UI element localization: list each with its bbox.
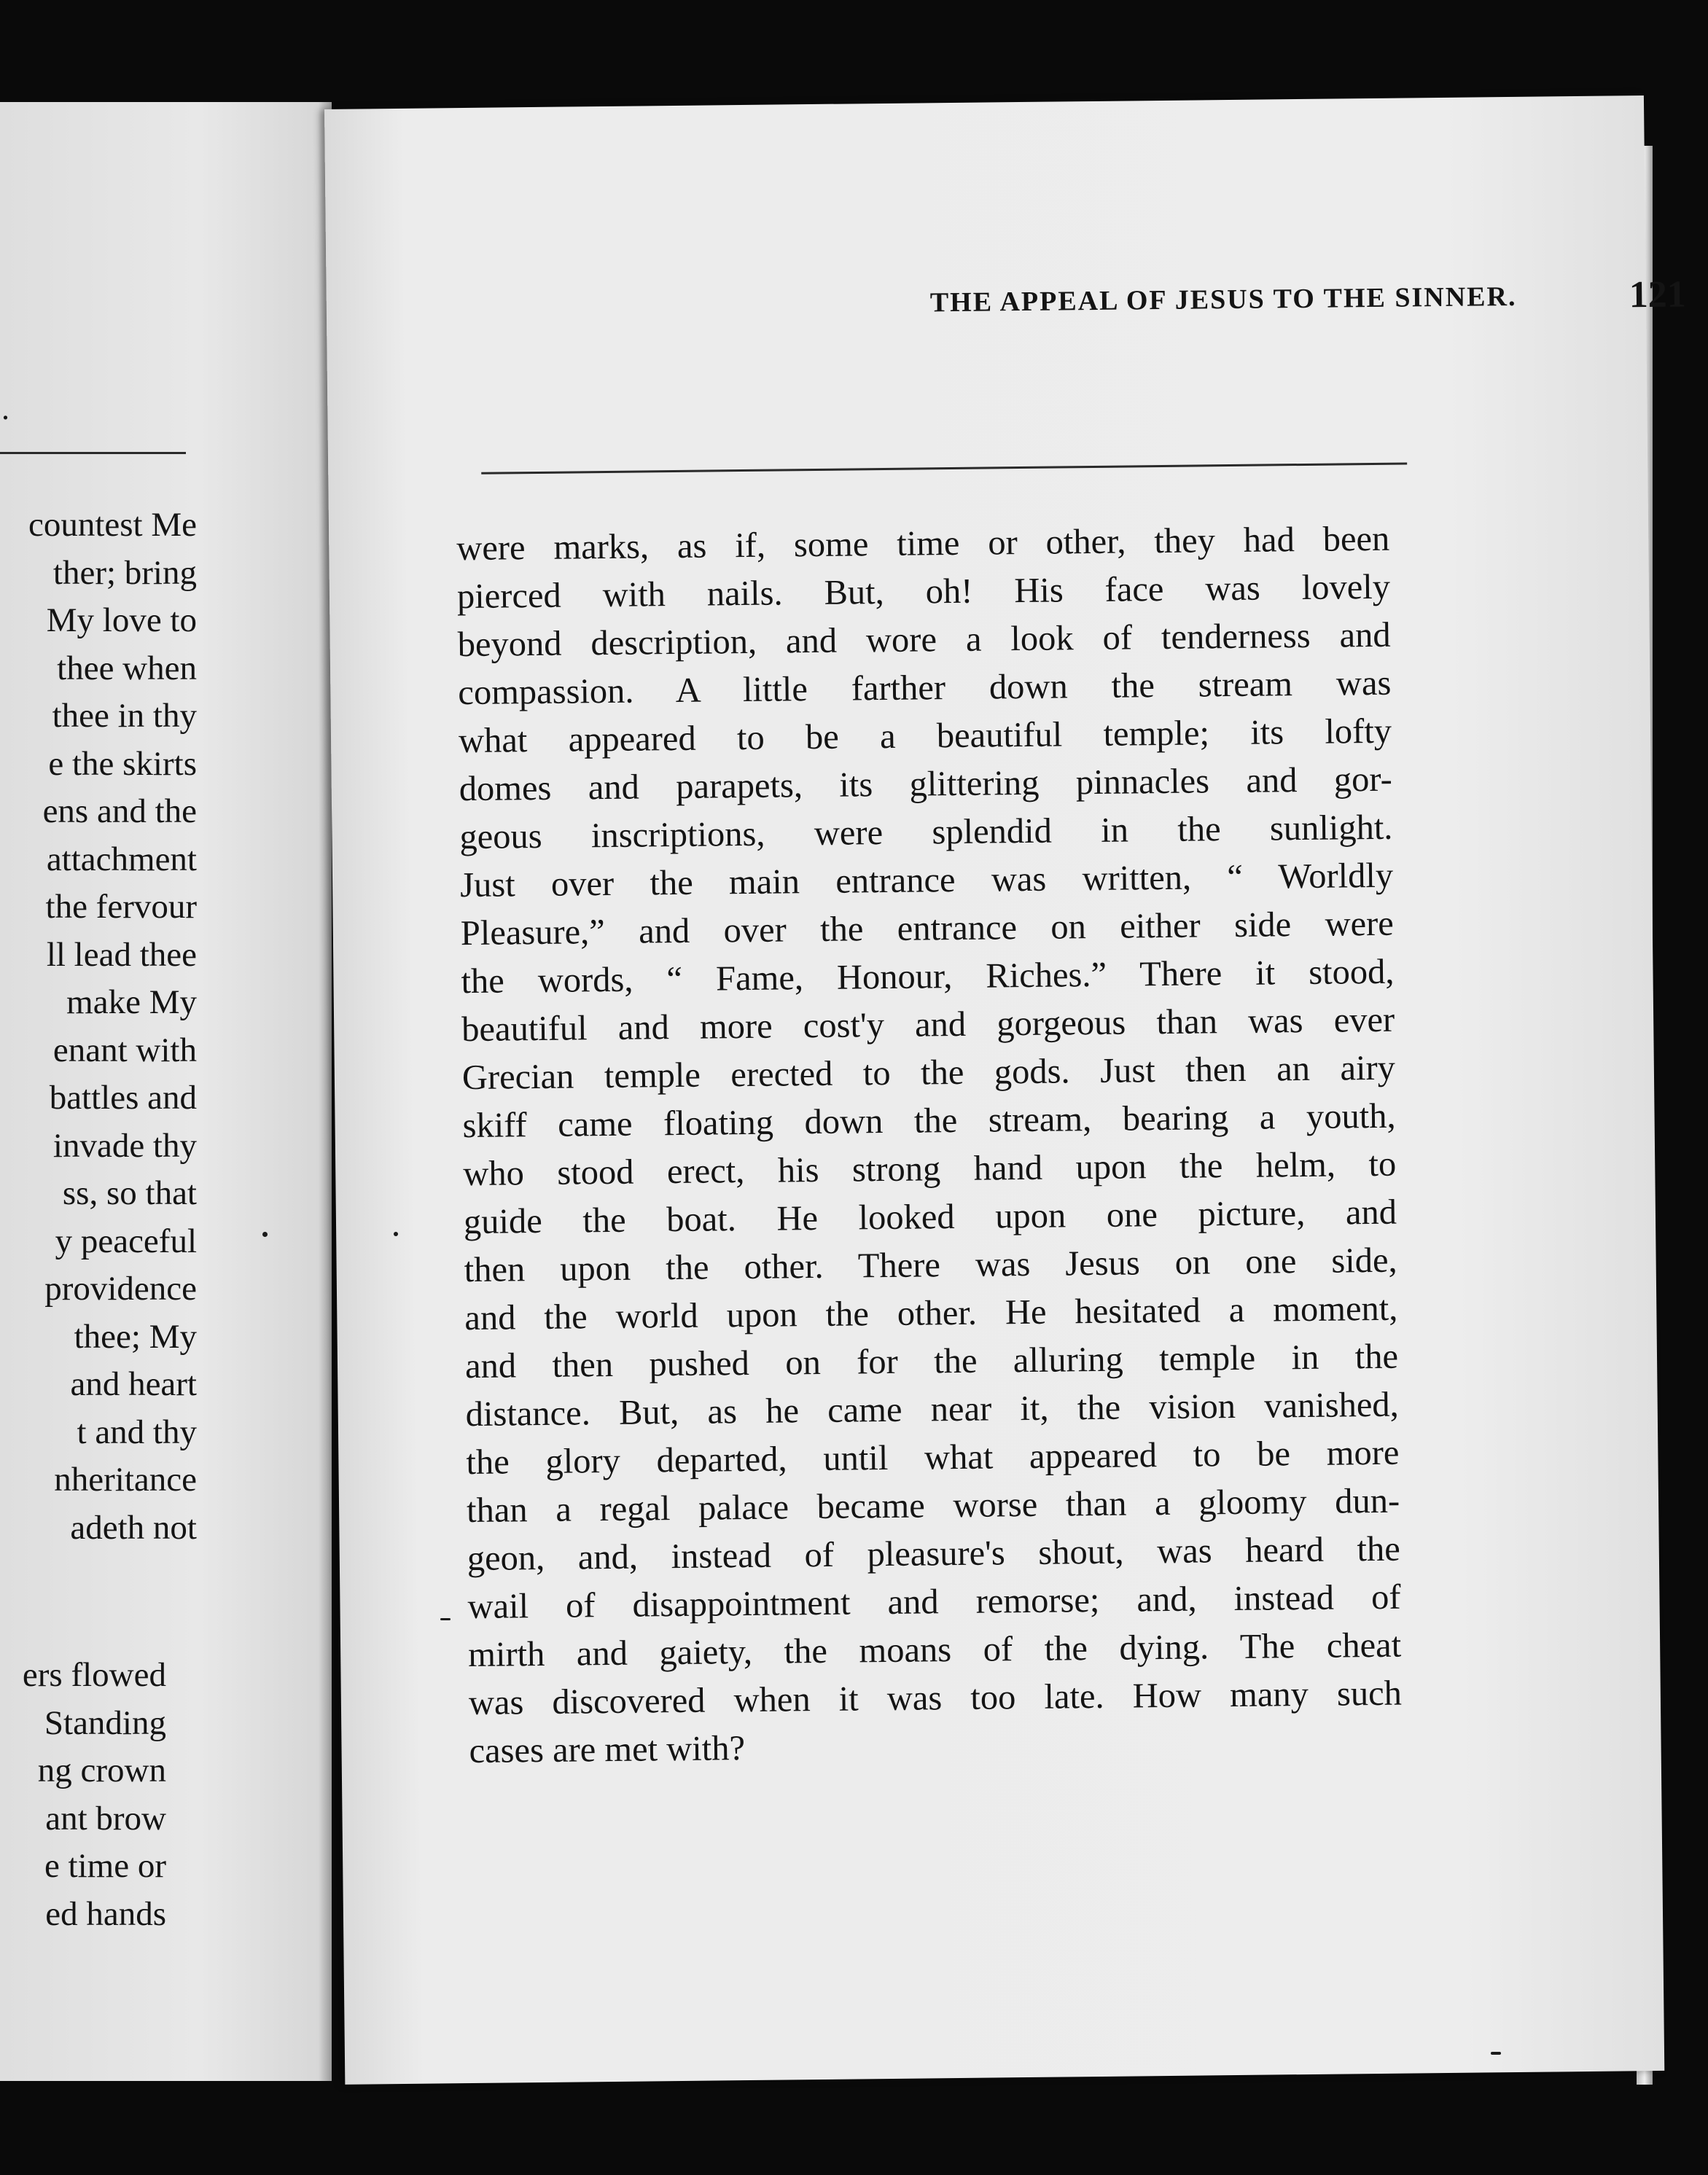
dust-speck (394, 1232, 398, 1236)
left-line: countest Me (28, 506, 197, 544)
left-line: the fervour (45, 888, 197, 926)
left-line: ens and the (42, 792, 197, 830)
text-line: and the world upon the other. He hesitated a moment, (464, 1289, 1398, 1338)
running-head (604, 273, 1691, 341)
left-line: e time or (44, 1847, 166, 1885)
text-line: then upon the other. There was Jesus on one side, (464, 1241, 1397, 1290)
text-line: cases are met with? (469, 1729, 746, 1771)
left-line: ng crown (37, 1752, 166, 1789)
left-line: ll lead thee (46, 935, 197, 974)
left-line: ers flowed (22, 1656, 166, 1694)
right-page (324, 95, 1687, 2085)
left-line: thee when (57, 649, 197, 687)
text-line: geon, and, instead of pleasure's shout, was heard the (467, 1529, 1401, 1579)
text-line: the glory departed, until what appeared to be more (466, 1433, 1400, 1483)
text-line: guide the boat. He looked upon one picture, and (463, 1192, 1397, 1242)
left-line: providence (44, 1270, 197, 1308)
left-line: nheritance (54, 1461, 197, 1499)
text-line: geous inscriptions, were splendid in the sunlight. (459, 808, 1393, 857)
left-line: My love to (46, 601, 197, 639)
text-line: Pleasure,” and over the entrance on either side were (460, 904, 1395, 953)
left-line: adeth not (70, 1508, 197, 1547)
text-line: domes and parapets, its glittering pinnacles and gor- (459, 760, 1392, 809)
left-line: thee in thy (52, 697, 197, 735)
text-line: beyond description, and wore a look of tenderness and (457, 615, 1391, 665)
text-line: pierced with nails. But, oh! His face was lovely (456, 567, 1391, 617)
left-line: and heart (70, 1365, 197, 1403)
text-line: compassion. A little farther down the stream was (458, 663, 1392, 713)
dust-speck (1491, 2052, 1501, 2055)
left-page-text-bottom (0, 1652, 166, 1938)
running-title: THE APPEAL OF JESUS TO THE SINNER. (929, 281, 1517, 319)
left-line: battles and (49, 1079, 197, 1117)
dust-speck (440, 1618, 451, 1620)
text-line: what appeared to be a beautiful temple; its lofty (458, 711, 1392, 761)
dust-speck (262, 1232, 268, 1237)
left-page-mark: . (1, 391, 9, 426)
left-line: y peaceful (55, 1222, 197, 1260)
left-line: invade thy (52, 1126, 197, 1165)
text-line: beautiful and more cost'y and gorgeous than was ever (461, 1000, 1395, 1050)
text-line: who stood erect, his strong hand upon the helm, to (463, 1144, 1397, 1194)
text-line: skiff came floating down the stream, bearing a youth, (462, 1096, 1396, 1146)
text-line: were marks, as if, some time or other, they had been (456, 519, 1390, 569)
left-line: ss, so that (62, 1174, 197, 1212)
left-line: enant with (52, 1031, 197, 1069)
text-line: wail of disappointment and remorse; and, instead of (467, 1577, 1401, 1627)
left-line: ed hands (45, 1894, 166, 1933)
text-line: and then pushed on for the alluring temple in the (464, 1337, 1399, 1386)
left-page-rule (0, 452, 186, 454)
left-line: t and thy (77, 1413, 197, 1451)
header-rule (481, 462, 1407, 474)
text-line: Grecian temple erected to the gods. Just then an airy (461, 1048, 1396, 1098)
text-line: mirth and gaiety, the moans of the dying. The cheat (467, 1625, 1402, 1675)
left-line: thee; My (74, 1317, 197, 1356)
body-text (456, 515, 1403, 1776)
text-line: was discovered when it was too late. How many such (468, 1674, 1403, 1723)
left-line: ant brow (45, 1799, 166, 1838)
text-line: the words, “ Fame, Honour, Riches.” There it stood, (461, 952, 1395, 1001)
page-number: 121 (1629, 273, 1687, 316)
left-line: attachment (46, 840, 197, 878)
left-page (0, 102, 332, 2081)
left-line: make My (66, 983, 197, 1021)
left-line: Standing (44, 1703, 166, 1742)
text-line: than a regal palace became worse than a gloomy dun- (466, 1481, 1400, 1531)
text-line: Just over the main entrance was written, “ Worldly (459, 856, 1394, 905)
left-line: ther; bring (52, 553, 197, 592)
left-page-text-top (0, 501, 197, 1552)
left-line: e the skirts (48, 744, 197, 783)
text-line: distance. But, as he came near it, the vision vanished, (465, 1385, 1399, 1434)
